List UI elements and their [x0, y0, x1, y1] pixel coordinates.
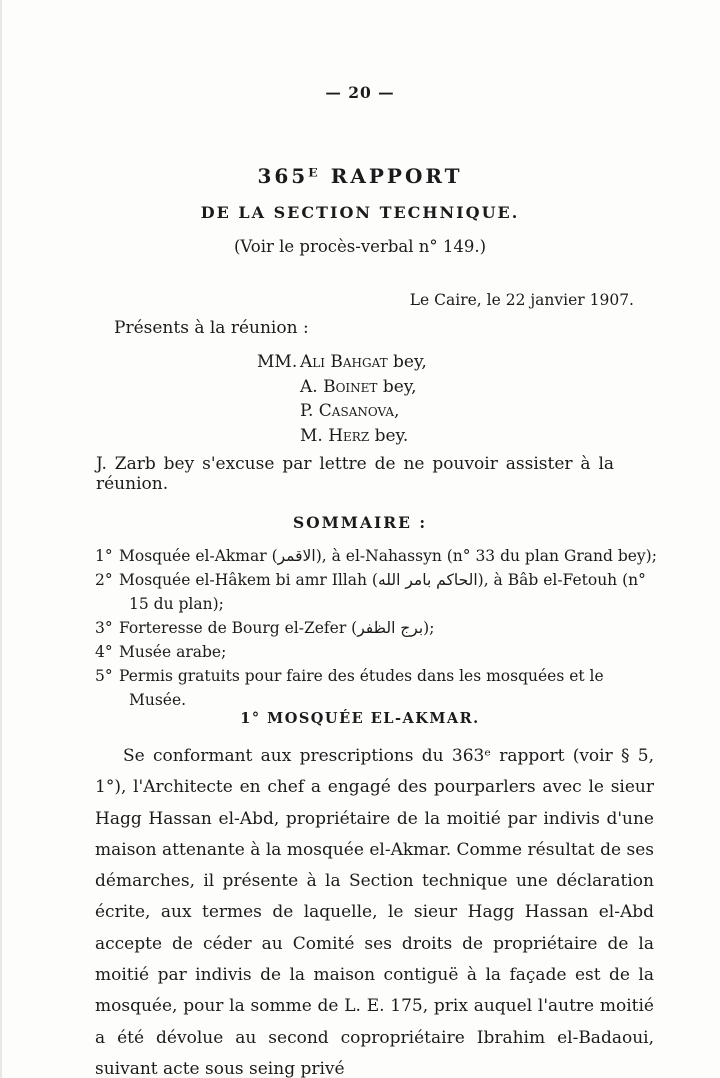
sommaire-item-text: Mosquée el-Akmar (الاقمر), à el-Nahassyn (n° 33 du plan Grand bey); — [119, 547, 657, 565]
report-subtitle: DE LA SECTION TECHNIQUE. — [200, 203, 520, 222]
sommaire-item-text: Forteresse de Bourg el-Zefer (برج الظفر); — [119, 619, 435, 637]
proces-verbal-reference: (Voir le procès-verbal n° 149.) — [233, 237, 487, 256]
sommaire-item-number: 2° — [95, 571, 113, 589]
excuse-line: J. Zarb bey s'excuse par lettre de ne pouvoir assister à la réunion. — [96, 454, 615, 494]
attendee-name: Ali Bahgat — [300, 352, 388, 372]
sommaire-item — [95, 568, 657, 616]
attendee-row — [257, 399, 427, 424]
attendee-prefix: MM. — [257, 352, 298, 372]
section-heading-mosquee-el-akmar: 1° MOSQUÉE EL-AKMAR. — [240, 710, 480, 727]
sommaire-item-number: 1° — [95, 547, 113, 565]
dateline: Le Caire, le 22 janvier 1907. — [409, 291, 634, 309]
report-title: 365ᴱ RAPPORT — [257, 164, 463, 188]
body-paragraph: Se conformant aux prescriptions du 363ᵉ rapport (voir § 5, 1°), l'Architecte en chef a engagé des pourparlers avec le sieur Hagg Hassan el-Abd, propriétaire de la moitié par indivis d'une maison attenante à la mosquée el-Akmar. Comme résultat de ses démarches, il présente à la Section technique une déclaration écrite, aux termes de laquelle, le sieur Hagg Hassan el-Abd accepte de céder au Comité ses droits de propriétaire de la moitié par indivis de la maison contiguë à la façade est de la mosquée, pour la somme de L. E. 175, prix auquel l'autre moitié a été dévolue au second copropriétaire Ibrahim el-Badaoui, suivant acte sous seing privé — [95, 746, 654, 1078]
sommaire-item-number: 3° — [95, 619, 113, 637]
attendee-name: A. Boinet — [300, 376, 378, 397]
sommaire-item-number: 4° — [95, 643, 113, 661]
sommaire-item — [95, 544, 657, 568]
attendee-name: P. Casanova — [300, 401, 395, 421]
presents-label: Présents à la réunion : — [114, 318, 309, 338]
sommaire-item-text: Musée arabe; — [119, 643, 227, 661]
sommaire-item-text: Mosquée el-Hâkem bi amr Illah (الحاكم بامر الله), à Bâb el-Fetouh (n° 15 du plan); — [119, 571, 646, 613]
attendee-row — [257, 350, 427, 375]
sommaire-item — [95, 664, 657, 712]
sommaire-item-text: Permis gratuits pour faire des études dans les mosquées et le Musée. — [119, 667, 604, 709]
attendee-name: M. Herz — [300, 425, 370, 446]
sommaire-item — [95, 640, 657, 664]
attendee-row — [257, 375, 427, 400]
attendee-tail: bey, — [377, 376, 417, 397]
attendee-row — [257, 424, 427, 449]
page-number: — 20 — — [325, 83, 395, 102]
sommaire-item-number: 5° — [95, 667, 113, 685]
sommaire-list — [95, 544, 657, 712]
attendee-tail: bey. — [369, 425, 409, 446]
scan-edge-shadow — [0, 0, 2, 1078]
attendee-tail: , — [394, 401, 400, 421]
attendee-list — [257, 350, 427, 448]
sommaire-item — [95, 616, 657, 640]
sommaire-heading: SOMMAIRE : — [292, 513, 428, 532]
attendee-tail: bey, — [387, 352, 427, 372]
